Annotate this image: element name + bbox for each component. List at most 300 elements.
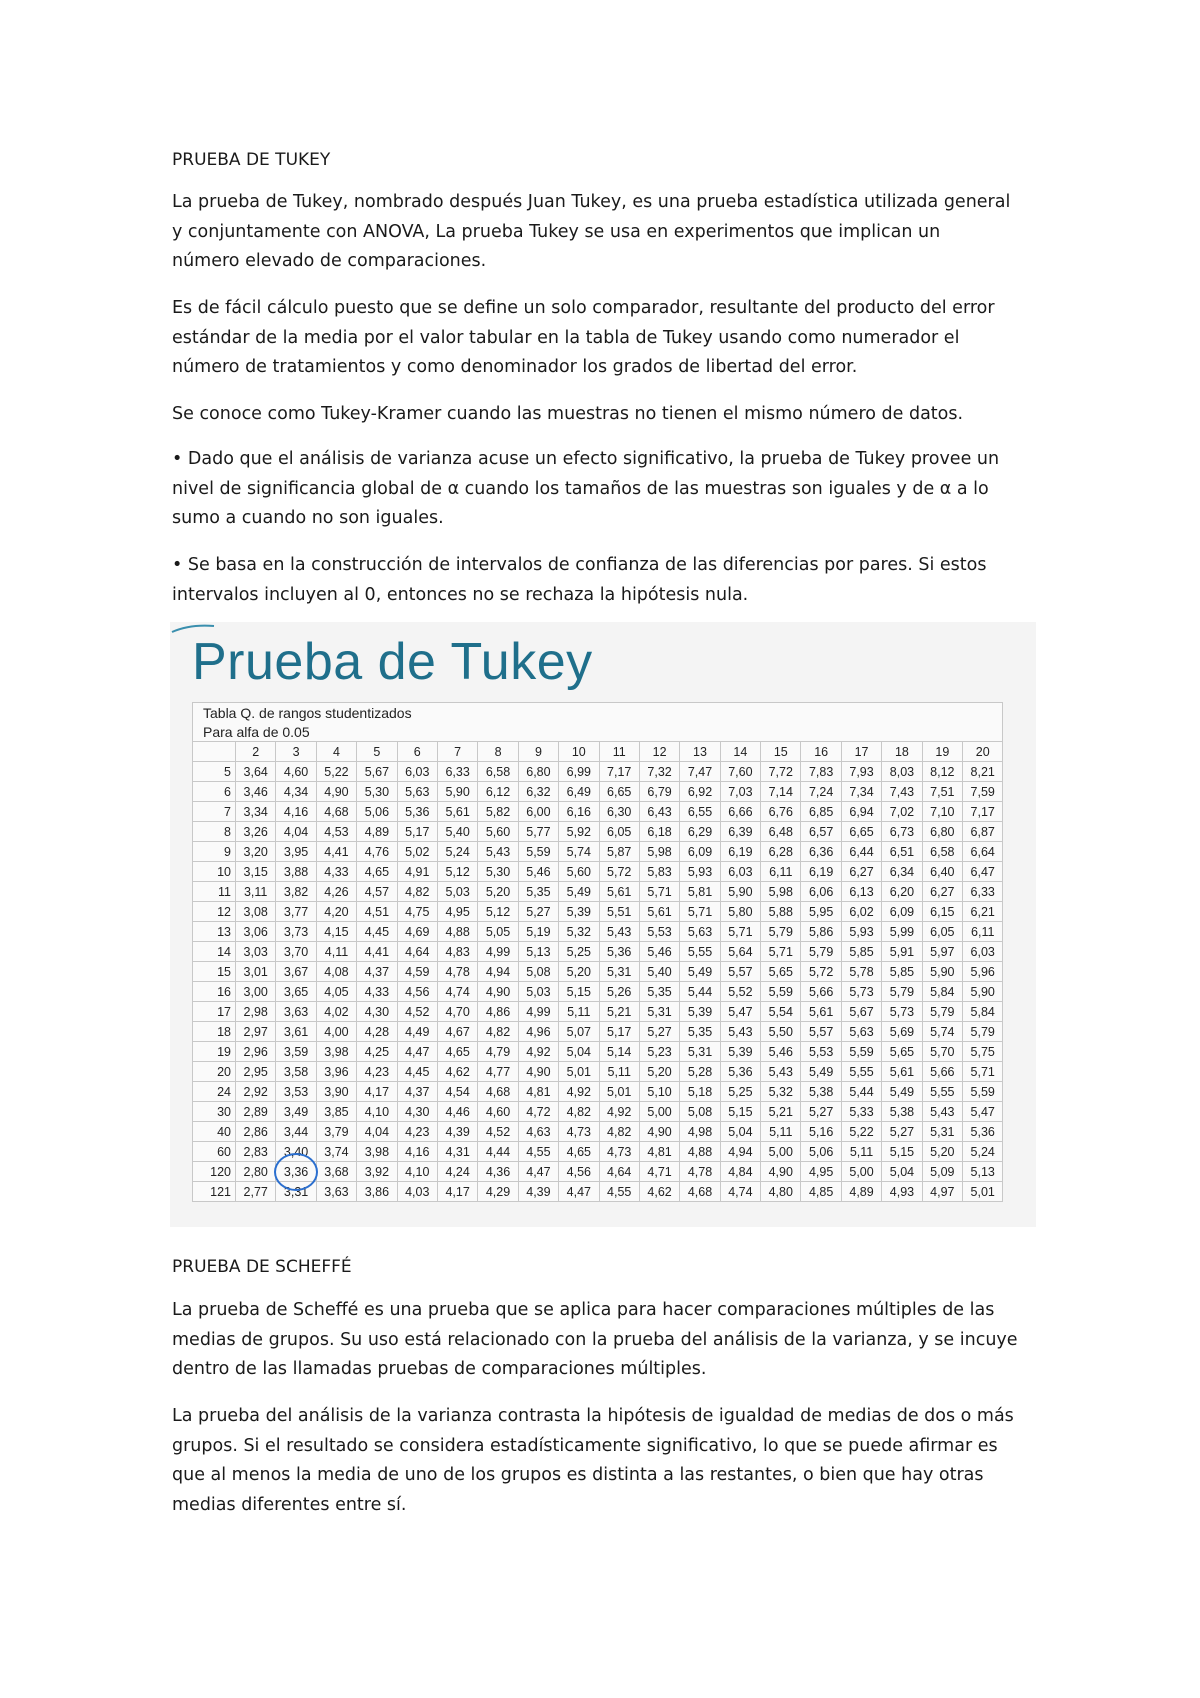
table-cell: 4,56 bbox=[397, 982, 437, 1002]
table-cell: 4,49 bbox=[397, 1022, 437, 1042]
table-cell: 5,15 bbox=[720, 1102, 760, 1122]
table-cell: 4,17 bbox=[357, 1082, 397, 1102]
table-cell: 6,64 bbox=[963, 842, 1003, 862]
table-cell: 8,12 bbox=[922, 762, 962, 782]
table-cell: 4,17 bbox=[437, 1182, 477, 1202]
table-cell: 5,71 bbox=[720, 922, 760, 942]
table-cell: 5,59 bbox=[518, 842, 558, 862]
table-row bbox=[193, 1042, 1003, 1062]
table-cell: 5,11 bbox=[761, 1122, 801, 1142]
table-cell: 5,55 bbox=[922, 1082, 962, 1102]
table-cell: 7,60 bbox=[720, 762, 760, 782]
table-cell: 5,66 bbox=[801, 982, 841, 1002]
table-cell: 5,55 bbox=[841, 1062, 881, 1082]
text-line: que al menos la media de uno de los grupos es distinta a las restantes, o bien que hay otras bbox=[172, 1465, 984, 1485]
table-cell: 4,60 bbox=[478, 1102, 518, 1122]
table-cell: 4,94 bbox=[720, 1142, 760, 1162]
table-row bbox=[193, 1142, 1003, 1162]
table-cell: 7,17 bbox=[963, 802, 1003, 822]
table-cell: 5,25 bbox=[559, 942, 599, 962]
table-cell: 6,28 bbox=[761, 842, 801, 862]
table-cell: 6,48 bbox=[761, 822, 801, 842]
table-cell: 5,87 bbox=[599, 842, 639, 862]
table-row bbox=[193, 1082, 1003, 1102]
table-cell: 3,98 bbox=[316, 1042, 356, 1062]
table-cell: 5,80 bbox=[720, 902, 760, 922]
text-line: y conjuntamente con ANOVA, La prueba Tukey se usa en experimentos que implican un bbox=[172, 221, 941, 242]
table-row bbox=[193, 1102, 1003, 1122]
table-cell: 7,34 bbox=[841, 782, 881, 802]
table-cell: 6,09 bbox=[680, 842, 720, 862]
paragraph-tukey-kramer: Se conoce como Tukey-Kramer cuando las muestras no tienen el mismo número de datos. bbox=[172, 404, 964, 424]
column-header: 11 bbox=[599, 742, 639, 762]
table-cell: 5,27 bbox=[882, 1122, 922, 1142]
table-cell: 5,59 bbox=[761, 982, 801, 1002]
table-cell: 4,98 bbox=[680, 1122, 720, 1142]
table-cell: 6,33 bbox=[437, 762, 477, 782]
table-cell: 4,83 bbox=[437, 942, 477, 962]
table-cell: 5,31 bbox=[599, 962, 639, 982]
table-cell: 4,34 bbox=[276, 782, 316, 802]
table-cell: 3,70 bbox=[276, 942, 316, 962]
table-row bbox=[193, 1122, 1003, 1142]
table-cell: 5,74 bbox=[922, 1022, 962, 1042]
table-cell: 5,90 bbox=[437, 782, 477, 802]
table-cell: 6,05 bbox=[922, 922, 962, 942]
table-cell: 2,98 bbox=[236, 1002, 276, 1022]
table-cell: 2,92 bbox=[236, 1082, 276, 1102]
table-cell: 3,85 bbox=[316, 1102, 356, 1122]
table-cell: 4,88 bbox=[437, 922, 477, 942]
table-cell: 5,78 bbox=[841, 962, 881, 982]
paragraph-tukey-calculation bbox=[172, 294, 1042, 383]
table-cell: 3,96 bbox=[316, 1062, 356, 1082]
column-header: 8 bbox=[478, 742, 518, 762]
table-cell: 5,08 bbox=[518, 962, 558, 982]
table-cell: 3,67 bbox=[276, 962, 316, 982]
table-cell: 4,90 bbox=[316, 782, 356, 802]
table-cell: 7,17 bbox=[599, 762, 639, 782]
section-heading-scheffe: PRUEBA DE SCHEFFÉ bbox=[172, 1257, 352, 1277]
table-cell: 5,59 bbox=[963, 1082, 1003, 1102]
table-cell: 6,36 bbox=[801, 842, 841, 862]
table-cell: 6,32 bbox=[518, 782, 558, 802]
table-cell: 4,33 bbox=[357, 982, 397, 1002]
table-cell: 6,55 bbox=[680, 802, 720, 822]
table-cell: 4,51 bbox=[357, 902, 397, 922]
table-cell: 4,52 bbox=[478, 1122, 518, 1142]
table-cell: 5,07 bbox=[559, 1022, 599, 1042]
table-cell: 4,39 bbox=[437, 1122, 477, 1142]
table-cell: 6,19 bbox=[801, 862, 841, 882]
table-cell: 3,90 bbox=[316, 1082, 356, 1102]
table-cell: 6,65 bbox=[841, 822, 881, 842]
table-cell: 5,06 bbox=[801, 1142, 841, 1162]
table-cell: 6,80 bbox=[518, 762, 558, 782]
table-cell: 6,13 bbox=[841, 882, 881, 902]
table-cell: 5,85 bbox=[882, 962, 922, 982]
table-cell: 3,86 bbox=[357, 1182, 397, 1202]
table-cell: 5,43 bbox=[478, 842, 518, 862]
table-cell: 4,24 bbox=[437, 1162, 477, 1182]
table-cell: 5,69 bbox=[882, 1022, 922, 1042]
table-cell: 6,39 bbox=[720, 822, 760, 842]
table-cell: 5,57 bbox=[801, 1022, 841, 1042]
table-cell: 3,26 bbox=[236, 822, 276, 842]
table-cell: 5,08 bbox=[680, 1102, 720, 1122]
table-cell: 5,90 bbox=[720, 882, 760, 902]
row-header-df: 120 bbox=[193, 1162, 236, 1182]
column-header: 20 bbox=[963, 742, 1003, 762]
table-cell: 6,58 bbox=[922, 842, 962, 862]
table-cell: 4,81 bbox=[639, 1142, 679, 1162]
table-cell: 6,03 bbox=[963, 942, 1003, 962]
table-cell: 5,61 bbox=[639, 902, 679, 922]
table-cell: 5,81 bbox=[680, 882, 720, 902]
text-line: La prueba de Tukey, nombrado después Juan Tukey, es una prueba estadística utilizada general bbox=[172, 192, 1011, 212]
table-row bbox=[193, 1062, 1003, 1082]
table-cell: 4,93 bbox=[882, 1182, 922, 1202]
table-cell: 6,21 bbox=[963, 902, 1003, 922]
table-cell: 6,76 bbox=[761, 802, 801, 822]
table-cell: 4,71 bbox=[639, 1162, 679, 1182]
table-cell: 5,71 bbox=[761, 942, 801, 962]
table-cell: 6,02 bbox=[841, 902, 881, 922]
text-line: medias de grupos. Su uso está relacionado con la prueba del análisis de la varianza, y se incuye bbox=[172, 1329, 1018, 1350]
table-cell: 4,82 bbox=[397, 882, 437, 902]
row-header-df: 121 bbox=[193, 1182, 236, 1202]
table-cell: 5,09 bbox=[922, 1162, 962, 1182]
table-cell: 4,02 bbox=[316, 1002, 356, 1022]
table-cell: 5,12 bbox=[437, 862, 477, 882]
table-row bbox=[193, 762, 1003, 782]
table-cell: 5,67 bbox=[357, 762, 397, 782]
table-cell: 4,86 bbox=[478, 1002, 518, 1022]
table-cell: 6,44 bbox=[841, 842, 881, 862]
table-cell: 6,49 bbox=[559, 782, 599, 802]
table-cell: 5,71 bbox=[639, 882, 679, 902]
table-cell: 3,88 bbox=[276, 862, 316, 882]
table-cell: 4,04 bbox=[357, 1122, 397, 1142]
table-cell: 4,90 bbox=[518, 1062, 558, 1082]
table-cell: 5,28 bbox=[680, 1062, 720, 1082]
table-cell: 4,99 bbox=[478, 942, 518, 962]
table-cell: 2,86 bbox=[236, 1122, 276, 1142]
table-cell: 5,00 bbox=[841, 1162, 881, 1182]
row-header-df: 60 bbox=[193, 1142, 236, 1162]
table-cell: 4,54 bbox=[437, 1082, 477, 1102]
table-cell: 4,65 bbox=[357, 862, 397, 882]
table-cell: 5,57 bbox=[720, 962, 760, 982]
table-cell: 5,61 bbox=[599, 882, 639, 902]
table-cell: 5,04 bbox=[882, 1162, 922, 1182]
table-cell: 4,91 bbox=[397, 862, 437, 882]
table-cell: 5,72 bbox=[801, 962, 841, 982]
table-cell: 5,04 bbox=[720, 1122, 760, 1142]
table-cell: 6,87 bbox=[963, 822, 1003, 842]
table-cell: 4,76 bbox=[357, 842, 397, 862]
table-cell: 4,69 bbox=[397, 922, 437, 942]
table-cell: 3,74 bbox=[316, 1142, 356, 1162]
table-cell: 5,15 bbox=[559, 982, 599, 1002]
table-caption: Para alfa de 0.05 bbox=[193, 722, 1003, 742]
table-cell: 7,32 bbox=[639, 762, 679, 782]
table-row bbox=[193, 782, 1003, 802]
table-cell: 3,59 bbox=[276, 1042, 316, 1062]
table-cell: 4,89 bbox=[841, 1182, 881, 1202]
table-cell: 6,57 bbox=[801, 822, 841, 842]
row-header-df: 12 bbox=[193, 902, 236, 922]
table-cell: 7,10 bbox=[922, 802, 962, 822]
table-cell: 5,61 bbox=[437, 802, 477, 822]
table-row bbox=[193, 802, 1003, 822]
column-header: 14 bbox=[720, 742, 760, 762]
table-cell: 5,65 bbox=[882, 1042, 922, 1062]
table-cell: 4,72 bbox=[518, 1102, 558, 1122]
table-cell: 4,96 bbox=[518, 1022, 558, 1042]
row-header-df: 7 bbox=[193, 802, 236, 822]
table-cell: 5,54 bbox=[761, 1002, 801, 1022]
table-cell: 4,04 bbox=[276, 822, 316, 842]
table-cell: 5,47 bbox=[963, 1102, 1003, 1122]
row-header-df: 9 bbox=[193, 842, 236, 862]
column-header: 4 bbox=[316, 742, 356, 762]
table-cell: 4,30 bbox=[357, 1002, 397, 1022]
table-cell: 3,08 bbox=[236, 902, 276, 922]
table-cell: 6,79 bbox=[639, 782, 679, 802]
table-cell: 4,88 bbox=[680, 1142, 720, 1162]
table-cell: 3,20 bbox=[236, 842, 276, 862]
table-cell: 4,00 bbox=[316, 1022, 356, 1042]
table-cell: 5,01 bbox=[559, 1062, 599, 1082]
table-cell: 4,47 bbox=[397, 1042, 437, 1062]
table-cell: 6,16 bbox=[559, 802, 599, 822]
table-cell: 5,40 bbox=[639, 962, 679, 982]
table-cell: 3,46 bbox=[236, 782, 276, 802]
table-cell: 4,47 bbox=[518, 1162, 558, 1182]
table-cell: 4,64 bbox=[397, 942, 437, 962]
table-cell: 5,26 bbox=[599, 982, 639, 1002]
row-header-df: 30 bbox=[193, 1102, 236, 1122]
table-cell: 4,92 bbox=[559, 1082, 599, 1102]
row-header-df: 5 bbox=[193, 762, 236, 782]
table-cell: 2,77 bbox=[236, 1182, 276, 1202]
table-cell: 5,14 bbox=[599, 1042, 639, 1062]
table-cell: 4,30 bbox=[397, 1102, 437, 1122]
table-cell: 5,92 bbox=[559, 822, 599, 842]
table-cell: 5,12 bbox=[478, 902, 518, 922]
table-cell: 4,89 bbox=[357, 822, 397, 842]
table-cell: 3,53 bbox=[276, 1082, 316, 1102]
table-cell: 5,24 bbox=[963, 1142, 1003, 1162]
table-row bbox=[193, 842, 1003, 862]
table-cell: 2,80 bbox=[236, 1162, 276, 1182]
row-header-df: 19 bbox=[193, 1042, 236, 1062]
table-row bbox=[193, 862, 1003, 882]
text-line: estándar de la media por el valor tabular en la tabla de Tukey usando como numerador el bbox=[172, 327, 960, 348]
table-cell: 4,74 bbox=[720, 1182, 760, 1202]
table-cell: 5,00 bbox=[761, 1142, 801, 1162]
table-cell: 5,79 bbox=[761, 922, 801, 942]
table-row bbox=[193, 1022, 1003, 1042]
table-cell: 4,99 bbox=[518, 1002, 558, 1022]
table-cell: 4,26 bbox=[316, 882, 356, 902]
table-cell: 6,15 bbox=[922, 902, 962, 922]
table-cell: 5,36 bbox=[963, 1122, 1003, 1142]
table-cell: 4,41 bbox=[316, 842, 356, 862]
table-cell: 4,37 bbox=[357, 962, 397, 982]
table-cell: 5,05 bbox=[478, 922, 518, 942]
table-cell: 3,01 bbox=[236, 962, 276, 982]
paragraph-scheffe-anova bbox=[172, 1402, 1042, 1520]
table-cell: 4,90 bbox=[639, 1122, 679, 1142]
row-header-df: 15 bbox=[193, 962, 236, 982]
table-cell: 5,46 bbox=[639, 942, 679, 962]
table-cell: 5,13 bbox=[518, 942, 558, 962]
table-cell: 3,92 bbox=[357, 1162, 397, 1182]
table-cell: 6,03 bbox=[397, 762, 437, 782]
table-cell: 5,83 bbox=[639, 862, 679, 882]
table-cell: 5,63 bbox=[680, 922, 720, 942]
table-cell: 6,34 bbox=[882, 862, 922, 882]
table-cell: 5,74 bbox=[559, 842, 599, 862]
table-cell: 5,02 bbox=[397, 842, 437, 862]
table-cell: 5,39 bbox=[559, 902, 599, 922]
table-cell: 4,73 bbox=[559, 1122, 599, 1142]
table-cell: 3,36 bbox=[276, 1162, 316, 1182]
table-cell: 6,80 bbox=[922, 822, 962, 842]
table-cell: 5,98 bbox=[761, 882, 801, 902]
table-cell: 6,65 bbox=[599, 782, 639, 802]
table-cell: 3,82 bbox=[276, 882, 316, 902]
table-cell: 5,22 bbox=[316, 762, 356, 782]
table-cell: 4,74 bbox=[437, 982, 477, 1002]
table-cell: 5,71 bbox=[680, 902, 720, 922]
row-header-df: 24 bbox=[193, 1082, 236, 1102]
table-cell: 5,38 bbox=[882, 1102, 922, 1122]
table-cell: 4,78 bbox=[680, 1162, 720, 1182]
table-cell: 5,43 bbox=[720, 1022, 760, 1042]
table-cell: 5,49 bbox=[559, 882, 599, 902]
table-cell: 5,46 bbox=[761, 1042, 801, 1062]
table-cell: 5,17 bbox=[599, 1022, 639, 1042]
text-line: número elevado de comparaciones. bbox=[172, 251, 487, 271]
text-line: intervalos incluyen al 0, entonces no se rechaza la hipótesis nula. bbox=[172, 584, 749, 605]
table-cell: 5,72 bbox=[599, 862, 639, 882]
table-cell: 4,47 bbox=[559, 1182, 599, 1202]
table-cell: 5,36 bbox=[599, 942, 639, 962]
table-caption: Tabla Q. de rangos studentizados bbox=[193, 703, 1003, 723]
table-cell: 7,43 bbox=[882, 782, 922, 802]
table-row bbox=[193, 822, 1003, 842]
table-cell: 5,46 bbox=[518, 862, 558, 882]
row-header-df: 20 bbox=[193, 1062, 236, 1082]
table-cell: 6,18 bbox=[639, 822, 679, 842]
table-cell: 4,16 bbox=[276, 802, 316, 822]
table-cell: 7,83 bbox=[801, 762, 841, 782]
table-cell: 4,20 bbox=[316, 902, 356, 922]
table-cell: 4,68 bbox=[316, 802, 356, 822]
table-cell: 5,43 bbox=[761, 1062, 801, 1082]
row-header-df: 8 bbox=[193, 822, 236, 842]
table-row bbox=[193, 1002, 1003, 1022]
table-caption-row bbox=[193, 703, 1003, 723]
column-header: 19 bbox=[922, 742, 962, 762]
table-cell: 4,52 bbox=[397, 1002, 437, 1022]
table-cell: 5,31 bbox=[639, 1002, 679, 1022]
table-cell: 4,56 bbox=[559, 1162, 599, 1182]
table-cell: 3,73 bbox=[276, 922, 316, 942]
table-cell: 4,80 bbox=[761, 1182, 801, 1202]
row-header-df: 18 bbox=[193, 1022, 236, 1042]
table-cell: 3,58 bbox=[276, 1062, 316, 1082]
table-cell: 4,39 bbox=[518, 1182, 558, 1202]
paragraph-scheffe-intro bbox=[172, 1296, 1042, 1385]
table-cell: 5,31 bbox=[680, 1042, 720, 1062]
column-header: 15 bbox=[761, 742, 801, 762]
table-cell: 5,86 bbox=[801, 922, 841, 942]
table-cell: 5,49 bbox=[882, 1082, 922, 1102]
table-cell: 6,51 bbox=[882, 842, 922, 862]
table-corner-cell bbox=[193, 742, 236, 762]
table-cell: 5,15 bbox=[882, 1142, 922, 1162]
table-cell: 5,71 bbox=[963, 1062, 1003, 1082]
column-header: 6 bbox=[397, 742, 437, 762]
table-cell: 4,64 bbox=[599, 1162, 639, 1182]
table-cell: 5,31 bbox=[922, 1122, 962, 1142]
table-cell: 5,59 bbox=[841, 1042, 881, 1062]
table-cell: 5,10 bbox=[639, 1082, 679, 1102]
table-cell: 3,11 bbox=[236, 882, 276, 902]
table-cell: 4,08 bbox=[316, 962, 356, 982]
text-line: • Se basa en la construcción de intervalos de confianza de las diferencias por pares. Si estos bbox=[172, 555, 987, 575]
table-cell: 5,06 bbox=[357, 802, 397, 822]
row-header-df: 16 bbox=[193, 982, 236, 1002]
column-header: 16 bbox=[801, 742, 841, 762]
figure-title: Prueba de Tukey bbox=[192, 633, 593, 691]
table-cell: 5,32 bbox=[761, 1082, 801, 1102]
table-cell: 5,33 bbox=[841, 1102, 881, 1122]
table-cell: 4,92 bbox=[518, 1042, 558, 1062]
row-header-df: 17 bbox=[193, 1002, 236, 1022]
table-cell: 4,85 bbox=[801, 1182, 841, 1202]
table-row bbox=[193, 962, 1003, 982]
table-cell: 4,82 bbox=[478, 1022, 518, 1042]
table-cell: 5,39 bbox=[680, 1002, 720, 1022]
table-cell: 4,55 bbox=[518, 1142, 558, 1162]
table-cell: 3,31 bbox=[276, 1182, 316, 1202]
table-cell: 5,90 bbox=[963, 982, 1003, 1002]
table-cell: 4,16 bbox=[397, 1142, 437, 1162]
row-header-df: 13 bbox=[193, 922, 236, 942]
table-cell: 3,03 bbox=[236, 942, 276, 962]
table-cell: 5,20 bbox=[559, 962, 599, 982]
text-line: grupos. Si el resultado se considera estadísticamente significativo, lo que se puede afirmar es bbox=[172, 1435, 998, 1456]
table-cell: 4,15 bbox=[316, 922, 356, 942]
table-cell: 5,55 bbox=[680, 942, 720, 962]
row-header-df: 11 bbox=[193, 882, 236, 902]
table-row bbox=[193, 882, 1003, 902]
table-cell: 5,93 bbox=[680, 862, 720, 882]
table-cell: 5,99 bbox=[882, 922, 922, 942]
table-cell: 5,17 bbox=[397, 822, 437, 842]
table-cell: 4,82 bbox=[559, 1102, 599, 1122]
text-line: dentro de las llamadas pruebas de comparaciones múltiples. bbox=[172, 1359, 707, 1379]
table-cell: 5,01 bbox=[963, 1182, 1003, 1202]
table-cell: 6,00 bbox=[518, 802, 558, 822]
table-cell: 5,84 bbox=[963, 1002, 1003, 1022]
table-cell: 4,73 bbox=[599, 1142, 639, 1162]
